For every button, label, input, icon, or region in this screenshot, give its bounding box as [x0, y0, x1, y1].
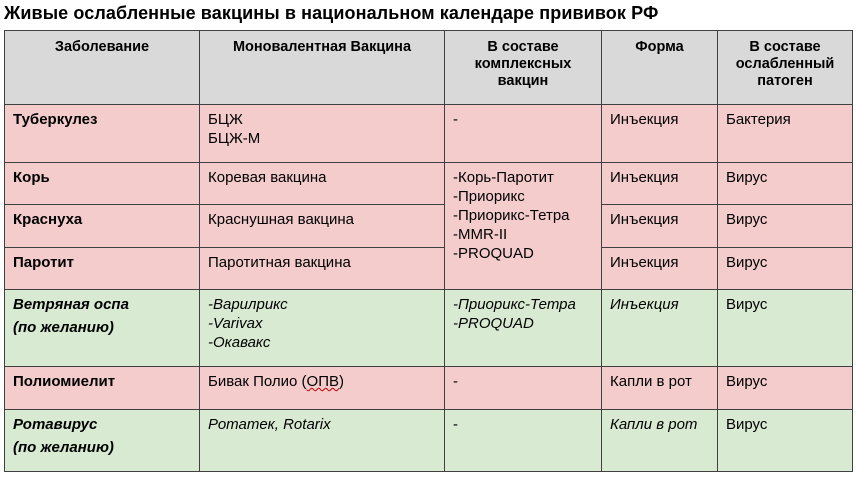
pathogen-cell: Вирус: [718, 290, 853, 367]
form-cell: Инъекция: [602, 248, 718, 290]
form-cell: Капли в рот: [602, 410, 718, 472]
table-row: [5, 105, 853, 163]
header-pathogen: В составе ослабленный патоген: [718, 31, 853, 105]
table-row: [5, 248, 853, 290]
disease-cell: Ветряная оспа (по желанию): [5, 290, 200, 367]
disease-cell: Корь: [5, 163, 200, 205]
vaccine-table: [4, 30, 853, 472]
table-row: [5, 290, 853, 367]
page-title: Живые ослабленные вакцины в национальном календаре прививок РФ: [4, 3, 659, 23]
header-form: Форма: [602, 31, 718, 105]
form-cell: Инъекция: [602, 105, 718, 163]
complex-cell-shared: -Корь-Паротит -Приорикс -Приорикс-Тетра -MMR-II -PROQUAD: [445, 163, 602, 290]
complex-cell: -Приорикс-Тетра -PROQUAD: [445, 290, 602, 367]
header-row: [5, 31, 853, 105]
disease-cell: Паротит: [5, 248, 200, 290]
mono-cell: Краснушная вакцина: [200, 205, 445, 248]
pathogen-cell: Вирус: [718, 163, 853, 205]
mono-cell: Бивак Полио (ОПВ): [200, 367, 445, 410]
table-row: [5, 163, 853, 205]
form-cell: Инъекция: [602, 163, 718, 205]
mono-cell: БЦЖ БЦЖ-М: [200, 105, 445, 163]
table-row: [5, 367, 853, 410]
header-complex: В составе комплексных вакцин: [445, 31, 602, 105]
mono-cell: Паротитная вакцина: [200, 248, 445, 290]
table-row: [5, 205, 853, 248]
mono-cell: -Варилрикс -Varivax -Окавакс: [200, 290, 445, 367]
disease-cell: Краснуха: [5, 205, 200, 248]
form-cell: Инъекция: [602, 290, 718, 367]
table-row: [5, 410, 853, 472]
form-cell: Капли в рот: [602, 367, 718, 410]
form-cell: Инъекция: [602, 205, 718, 248]
disease-cell: Туберкулез: [5, 105, 200, 163]
complex-cell: -: [445, 105, 602, 163]
mono-cell: Ротатек, Rotarix: [200, 410, 445, 472]
spellcheck-underlined-text: ОПВ: [306, 373, 339, 390]
pathogen-cell: Вирус: [718, 410, 853, 472]
disease-cell: Полиомиелит: [5, 367, 200, 410]
pathogen-cell: Вирус: [718, 248, 853, 290]
complex-cell: -: [445, 410, 602, 472]
pathogen-cell: Бактерия: [718, 105, 853, 163]
disease-cell: Ротавирус (по желанию): [5, 410, 200, 472]
header-disease: Заболевание: [5, 31, 200, 105]
pathogen-cell: Вирус: [718, 205, 853, 248]
mono-cell: Коревая вакцина: [200, 163, 445, 205]
pathogen-cell: Вирус: [718, 367, 853, 410]
complex-cell: -: [445, 367, 602, 410]
header-mono: Моновалентная Вакцина: [200, 31, 445, 105]
